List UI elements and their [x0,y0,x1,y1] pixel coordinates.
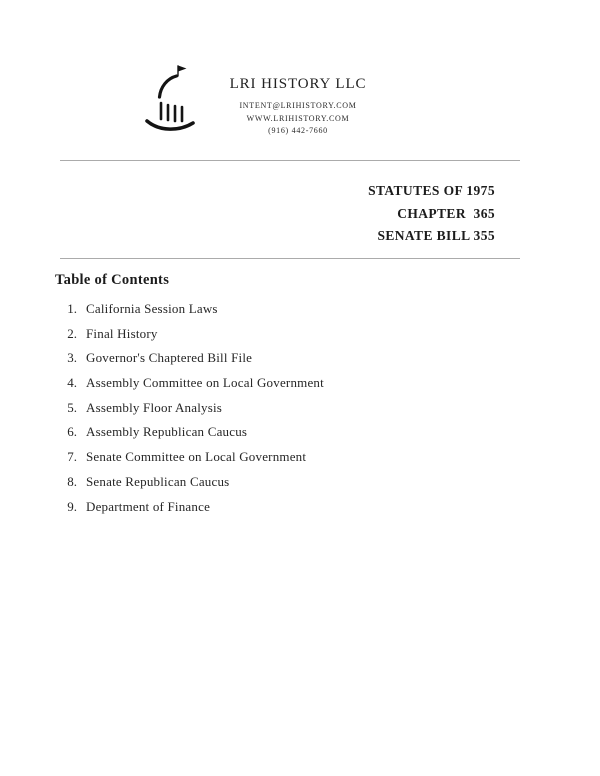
toc-item-number: 6. [67,424,77,440]
divider-bottom [60,258,520,259]
phone-text: (916) 442-7660 [268,126,328,135]
toc-item-number: 5. [67,399,77,415]
toc-item-number: 8. [67,473,77,489]
toc-item-label: Governor's Chaptered Bill File [86,350,253,366]
toc-item-number: 3. [67,350,77,366]
capitol-sketch-logo-icon [140,62,202,140]
letterhead [203,76,393,138]
website-text: WWW.LRIHISTORY.COM [246,113,350,123]
toc-item-label: Final History [86,325,158,341]
toc-item [57,400,324,425]
toc-item [57,301,324,326]
toc-item-label: Senate Republican Caucus [86,473,230,489]
senate-bill-line: SENATE BILL 355 [377,228,495,243]
toc-item-number: 2. [67,325,77,341]
chapter-line: CHAPTER 365 [397,205,495,221]
statute-reference-block [368,180,495,248]
toc-item-label: California Session Laws [86,301,218,316]
toc-item-number: 9. [67,498,77,514]
statutes-line: STATUTES OF 1975 [368,183,495,198]
toc-item-label: Department of Finance [86,498,211,514]
toc-item-label: Assembly Republican Caucus [86,424,248,440]
toc-item [57,474,324,499]
toc-item [57,326,324,351]
toc-item [57,350,324,375]
toc-item-label: Senate Committee on Local Government [86,449,307,465]
toc-list [57,301,324,523]
toc-item [57,449,324,474]
toc-item [57,499,324,524]
toc-title: Table of Contents [55,272,170,288]
toc-item-number: 1. [67,301,77,316]
company-name: LRI HISTORY LLC [229,76,367,92]
email-text: INTENT@LRIHISTORY.COM [239,101,357,110]
toc-item-number: 4. [67,375,77,391]
toc-item-number: 7. [67,449,77,465]
toc-item [57,424,324,449]
toc-item-label: Assembly Floor Analysis [86,399,223,415]
divider-top [60,160,520,161]
toc-item [57,375,324,400]
toc-item-label: Assembly Committee on Local Government [86,375,324,391]
